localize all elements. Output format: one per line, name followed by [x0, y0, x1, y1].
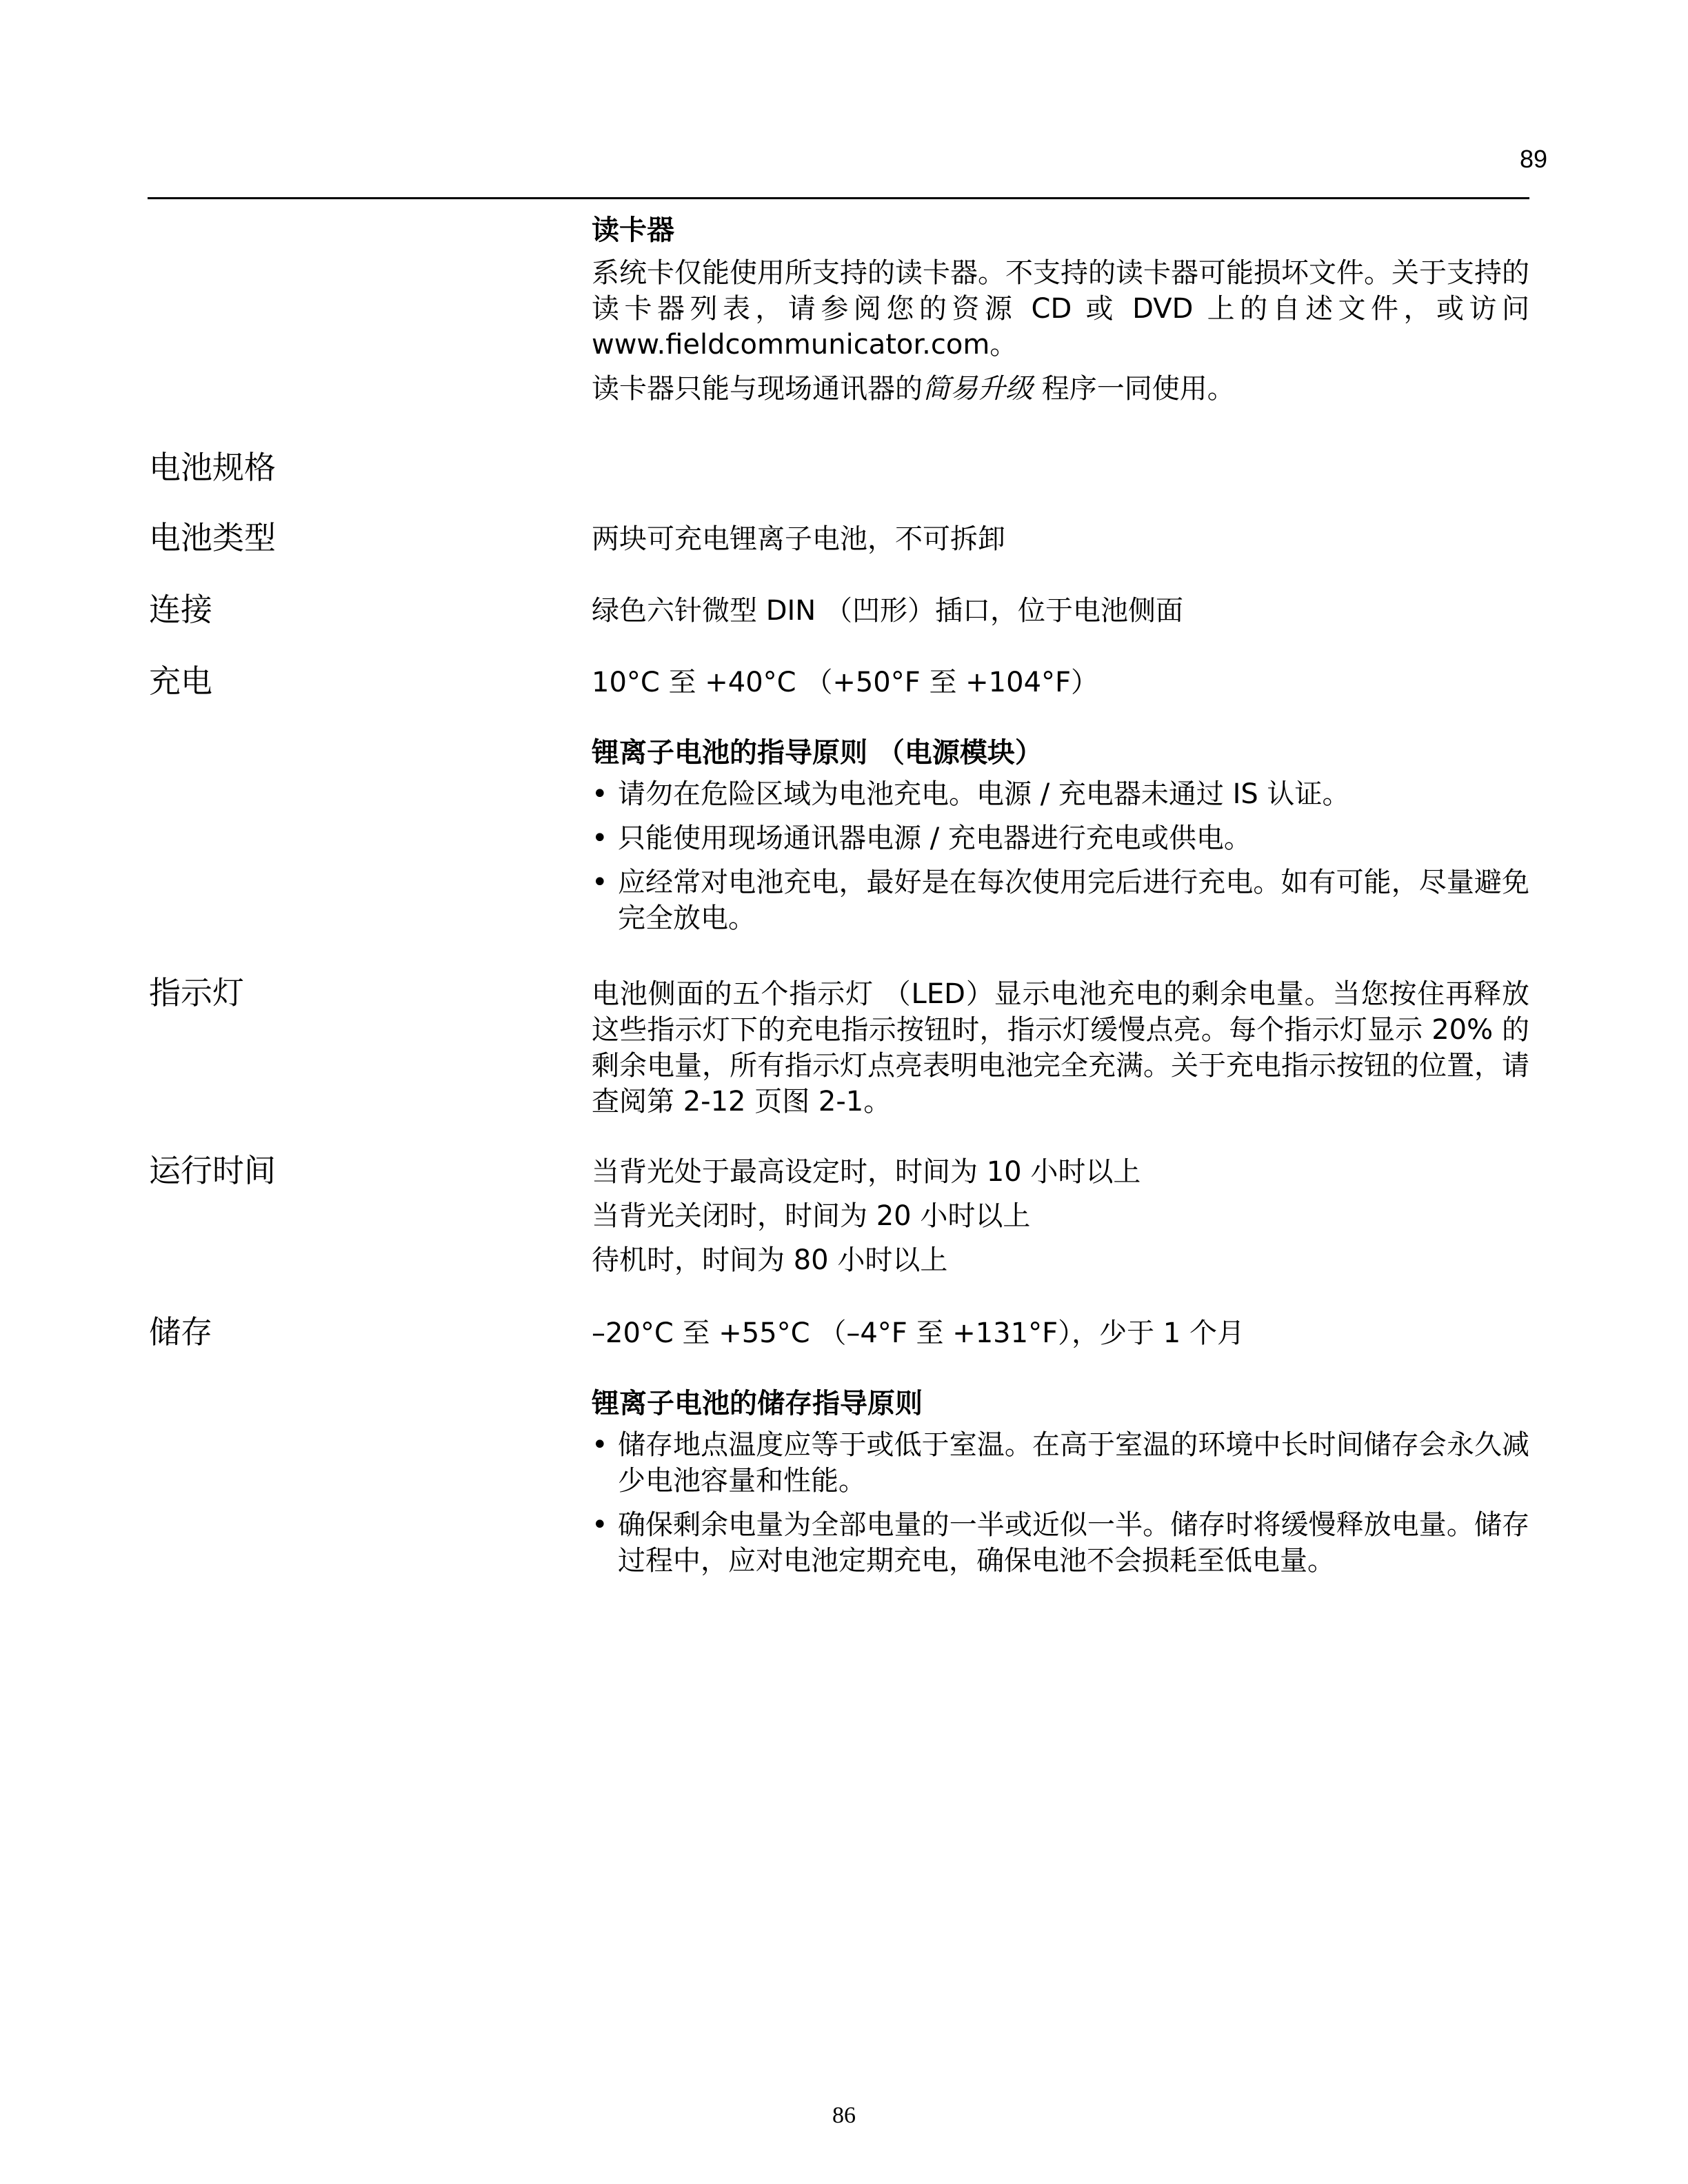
charging-guidelines-list	[592, 776, 1529, 936]
list-item-text: 确保剩余电量为全部电量的一半或近似一半。储存时将缓慢释放电量。储存过程中，应对电池定期充电，确保电池不会损耗至低电量。	[618, 1509, 1529, 1577]
header-rule	[148, 197, 1529, 199]
card-reader-paragraph-2	[592, 371, 1529, 407]
charging-value: 10°C 至 +40°C （+50°F 至 +104°F）	[592, 667, 1099, 698]
list-item	[592, 865, 1529, 936]
bullet-icon: •	[592, 778, 608, 810]
battery-type-value: 两块可充电锂离子电池，不可拆卸	[592, 523, 1005, 555]
card-reader-text-before: 读卡器只能与现场通讯器的	[592, 373, 923, 405]
list-item	[592, 776, 1529, 812]
battery-spec-label: 电池规格	[149, 449, 276, 486]
runtime-line-backlight-max: 当背光处于最高设定时，时间为 10 小时以上	[592, 1156, 1141, 1188]
connection-label: 连接	[149, 591, 212, 628]
list-item	[592, 1507, 1529, 1579]
list-item-text: 请勿在危险区域为电池充电。电源 / 充电器未通过 IS 认证。	[618, 778, 1350, 810]
runtime-label: 运行时间	[149, 1152, 276, 1189]
bullet-icon: •	[592, 867, 608, 898]
list-item-text: 储存地点温度应等于或低于室温。在高于室温的环境中长时间储存会永久减少电池容量和性能。	[618, 1429, 1529, 1497]
storage-value: –20°C 至 +55°C （–4°F 至 +131°F），少于 1 个月	[592, 1317, 1245, 1349]
runtime-section	[592, 1154, 1529, 1278]
charging-label: 充电	[149, 663, 212, 700]
list-item-text: 应经常对电池充电，最好是在每次使用完后进行充电。如有可能，尽量避免完全放电。	[618, 867, 1529, 934]
storage-guidelines-list	[592, 1427, 1529, 1579]
card-reader-section	[592, 212, 1529, 407]
list-item	[592, 820, 1529, 856]
indicator-label: 指示灯	[149, 974, 244, 1011]
list-item	[592, 1427, 1529, 1499]
storage-label: 储存	[149, 1313, 212, 1351]
runtime-line-backlight-off: 当背光关闭时，时间为 20 小时以上	[592, 1200, 1031, 1232]
card-reader-text-after: 程序一同使用。	[1033, 373, 1235, 405]
charging-section	[592, 665, 1529, 936]
charging-guidelines-heading: 锂离子电池的指导原则 （电源模块）	[592, 737, 1043, 769]
connection-value: 绿色六针微型 DIN （凹形）插口，位于电池侧面	[592, 595, 1183, 627]
list-item-text: 只能使用现场通讯器电源 / 充电器进行充电或供电。	[618, 822, 1252, 854]
bullet-icon: •	[592, 1429, 608, 1461]
bullet-icon: •	[592, 1509, 608, 1541]
card-reader-paragraph-1: 系统卡仅能使用所支持的读卡器。不支持的读卡器可能损坏文件。关于支持的读卡器列表，请参阅您的资源 CD 或 DVD 上的自述文件，或访问 www.fieldcommunicator.com。	[592, 257, 1529, 361]
header-page-number: 89	[1519, 145, 1547, 173]
indicator-value: 电池侧面的五个指示灯 （LED）显示电池充电的剩余电量。当您按住再释放这些指示灯下的充电指示按钮时，指示灯缓慢点亮。每个指示灯显示 20% 的剩余电量，所有指示灯点亮表明电池完全充满。关于充电指示按钮的位置，请查阅第 2-12 页图 2-1。	[592, 978, 1529, 1118]
bullet-icon: •	[592, 822, 608, 854]
runtime-line-standby: 待机时，时间为 80 小时以上	[592, 1244, 948, 1276]
storage-section	[592, 1315, 1529, 1579]
storage-guidelines-heading: 锂离子电池的储存指导原则	[592, 1388, 923, 1419]
card-reader-heading: 读卡器	[592, 214, 674, 246]
battery-type-label: 电池类型	[149, 519, 276, 556]
footer-page-number: 86	[832, 2103, 856, 2128]
easy-upgrade-term: 简易升级	[923, 373, 1033, 405]
